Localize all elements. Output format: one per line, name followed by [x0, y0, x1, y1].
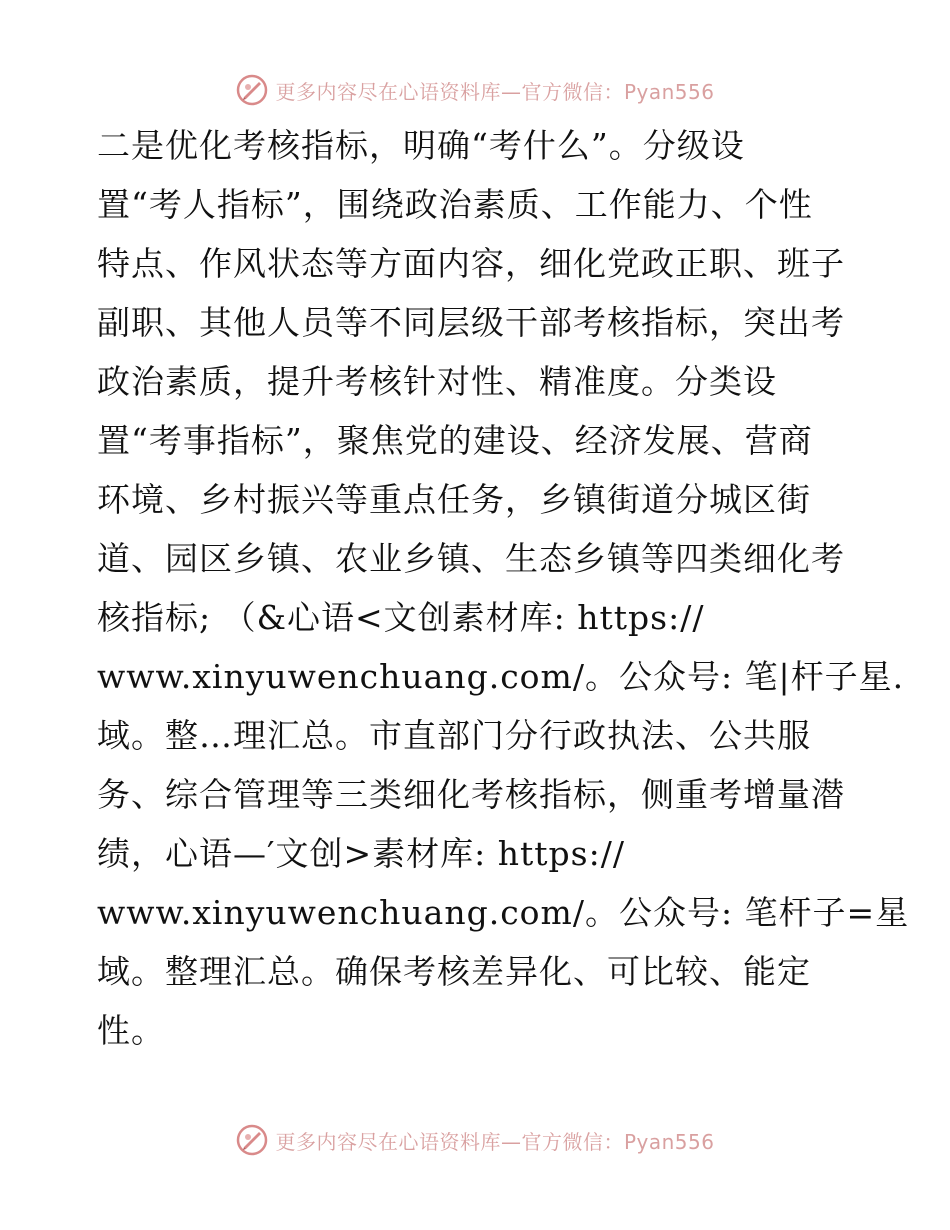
body-line: 核指标; （&心语<文创素材库: https://: [97, 598, 705, 637]
body-line: 政治素质，提升考核针对性、精准度。分类设: [97, 362, 777, 401]
body-line: 域。整理汇总。确保考核差异化、可比较、能定: [97, 952, 811, 991]
document-body: [97, 116, 910, 1060]
body-line: 特点、作风状态等方面内容，细化党政正职、班子: [97, 244, 845, 283]
body-line: 置“考人指标”，围绕政治素质、工作能力、个性: [97, 185, 813, 224]
body-line: 性。: [97, 1011, 165, 1050]
footer-watermark-banner: [0, 1120, 950, 1160]
body-line: 置“考事指标”，聚焦党的建设、经济发展、营商: [97, 421, 813, 460]
body-line: 域。整…理汇总。市直部门分行政执法、公共服: [97, 716, 811, 755]
body-line: www.xinyuwenchuang.com/。公众号: 笔|杆子星.: [97, 657, 905, 696]
footer-watermark-text: 更多内容尽在心语资料库—官方微信：Pyan556: [275, 1129, 715, 1154]
body-line: 副职、其他人员等不同层级干部考核指标，突出考: [97, 303, 845, 342]
body-line: 务、综合管理等三类细化考核指标，侧重考增量潜: [97, 775, 845, 814]
header-watermark-text: 更多内容尽在心语资料库—官方微信：Pyan556: [275, 79, 715, 104]
header-watermark-banner: [0, 70, 950, 110]
body-line: 道、园区乡镇、农业乡镇、生态乡镇等四类细化考: [97, 539, 845, 578]
body-line: 环境、乡村振兴等重点任务，乡镇街道分城区街: [97, 480, 811, 519]
quill-logo-icon: [235, 1123, 269, 1157]
quill-logo-icon: [235, 73, 269, 107]
body-line: www.xinyuwenchuang.com/。公众号: 笔杆子=星: [97, 893, 910, 932]
body-line: 绩，心语—′文创>素材库: https://: [97, 834, 625, 873]
body-line: 二是优化考核指标，明确“考什么”。分级设: [97, 126, 745, 165]
